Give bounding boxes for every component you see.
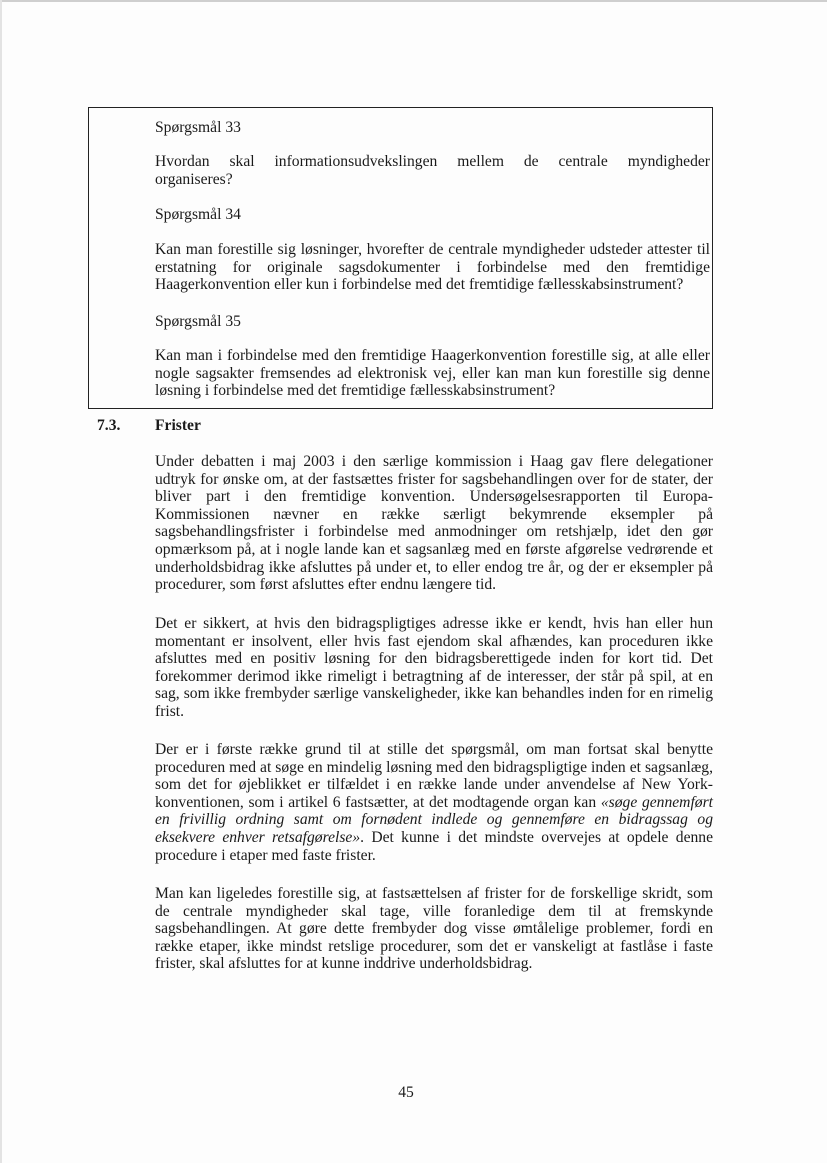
question-34-text: Kan man forestille sig løsninger, hvorefter de centrale myndigheder udsteder attester til erstatning for originale sagsdokumenter i forbindelse med den fremtidige Haagerkonvention eller kun i forbindelse med det fremtidige fællesskabsinstrument? [155,241,710,294]
question-33-text: Hvordan skal informationsudvekslingen mellem de centrale myndigheder [155,153,710,170]
section-title: Frister [155,417,201,434]
question-35-text: Kan man i forbindelse med den fremtidige Haagerkonvention forestille sig, at alle eller nogle sagsakter fremsendes ad elektronisk vej, eller kan man kun forestille sig denne løsning i forbindelse med det fremtidige fællesskabsinstrument? [155,347,710,400]
question-35-label: Spørgsmål 35 [155,313,241,330]
paragraph-3 [155,741,713,864]
paragraph-3-text-end: . Det kunne i det mindste overvejes at opdele denne procedure i etaper med faste frister. [155,828,714,864]
question-33-label: Spørgsmål 33 [155,119,241,136]
scan-edge-left [0,0,2,1163]
paragraph-3-quote: «søge gennemført en frivillig ordning samt om fornødent indlede og gennemføre en bidragssag og eksekvere enhver retsafgørelse» [155,793,713,846]
question-34-label: Spørgsmål 34 [155,206,241,223]
paragraph-3-text: Der er i første række grund til at stille det spørgsmål, om man fortsat skal benytte proceduren med at søge en mindelig løsning med den bidragspligtige inden et sagsanlæg, som det for øjeblikket er tilfældet i en række lande under anvendelse af New York-konventionen, som i artikel 6 fastsætter, at det modtagende organ kan [155,741,713,811]
paragraph-4: Man kan ligeledes forestille sig, at fastsættelsen af frister for de forskellige skridt, som de centrale myndigheder skal tage, ville foranledige dem til at fremskynde sagsbehandlingen. At gøre dette frembyder dog visse ømtålelige problemer, fordi en række etaper, ikke mindst retslige procedurer, som det er vanskeligt at fastlåse i faste frister, skal afsluttes for at kunne inddrive underholdsbidrag. [155,885,713,973]
section-number: 7.3. [97,417,121,434]
paragraph-2: Det er sikkert, at hvis den bidragspligtiges adresse ikke er kendt, hvis han eller hun momentant er insolvent, eller hvis fast ejendom skal afhændes, kan proceduren ikke afsluttes med en positiv løsning for den bidragsberettigede inden for kort tid. Det forekommer derimod ikke rimeligt i betragtning af de interesser, der står på spil, at en sag, som ikke frembyder særlige vanskeligheder, ikke kan behandles inden for en rimelig frist. [155,615,713,720]
question-33-text-cont: organiseres? [155,171,233,188]
page-number: 45 [398,1084,414,1101]
paragraph-1: Under debatten i maj 2003 i den særlige kommission i Haag gav flere delegationer udtryk for ønske om, at der fastsættes frister for sagsbehandlingen over for de stater, der bliver part i den fremtidige konvention. Undersøgelsesrapporten til Europa-Kommissionen nævner en række særligt bekymrende eksempler på sagsbehandlingsfrister i forbindelse med anmodninger om retshjælp, idet den gør opmærksom på, at i nogle lande kan et sagsanlæg med en første afgørelse vedrørende et underholdsbidrag ikke afsluttes på under et, to eller endog tre år, og der er eksempler på procedurer, som først afsluttes efter endnu længere tid. [155,453,713,594]
scan-edge-top [0,0,827,2]
